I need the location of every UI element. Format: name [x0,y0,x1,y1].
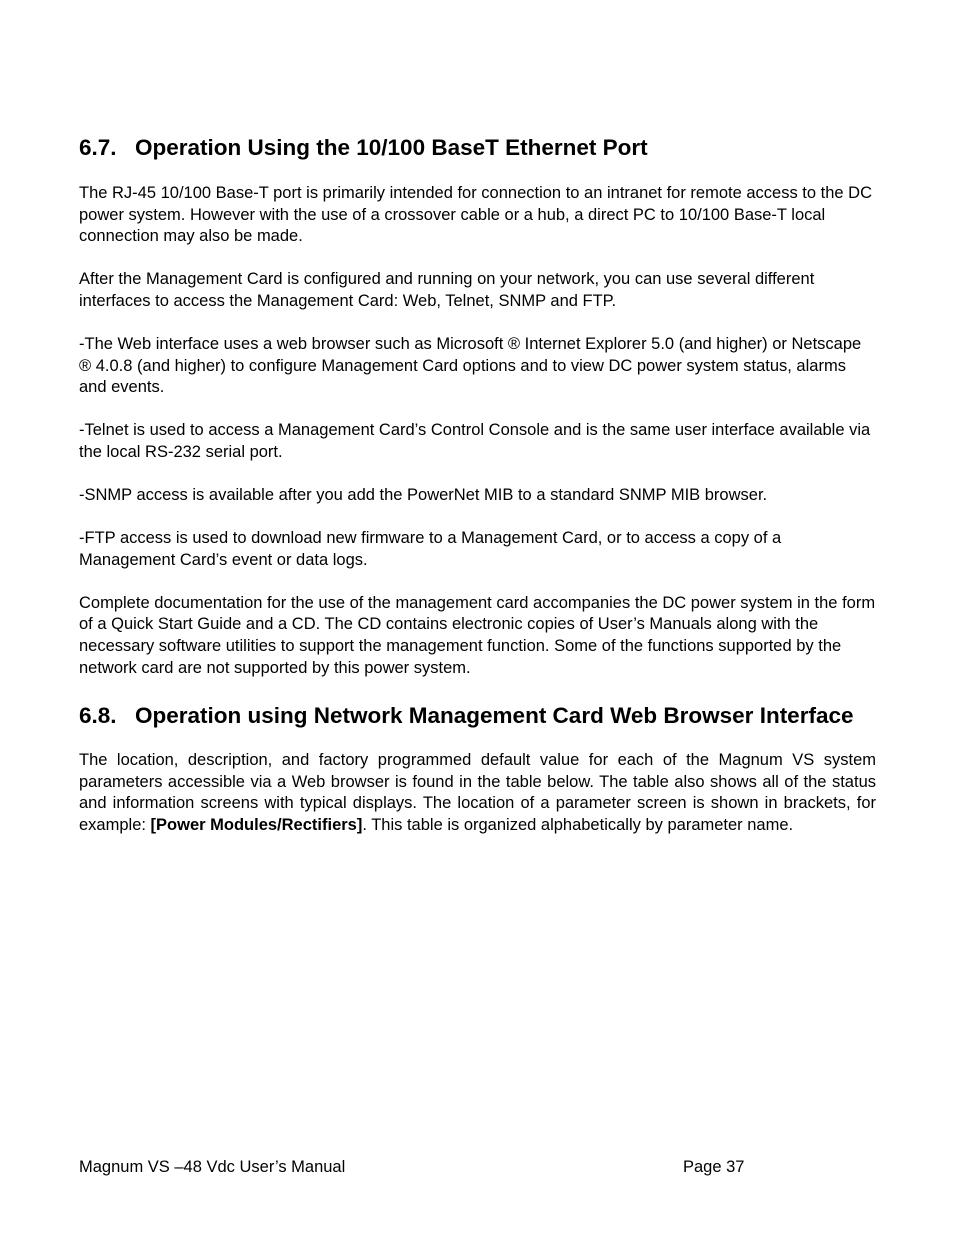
bracket-example: [Power Modules/Rectifiers] [150,815,363,834]
section-title: Operation Using the 10/100 BaseT Ethernet Port [135,135,648,160]
page-content [79,133,876,836]
paragraph-rj45: The RJ-45 10/100 Base-T port is primarily intended for connection to an intranet for remote access to the DC power system. However with the use of a crossover cable or a hub, a direct PC to 10/100 Base-T local connection may also be made. [79,184,873,246]
paragraph-text: . This table is organized alphabetically by parameter name. [362,815,794,834]
paragraph-snmp: -SNMP access is available after you add the PowerNet MIB to a standard SNMP MIB browser. [79,485,768,504]
section-heading-6-7 [79,133,876,162]
section-number: 6.8. [79,703,117,729]
section-number: 6.7. [79,135,117,160]
footer-manual-title: Magnum VS –48 Vdc User’s Manual [79,1158,346,1176]
paragraph-web-browser-table [79,750,876,836]
paragraph-web: -The Web interface uses a web browser such as Microsoft ® Internet Explorer 5.0 (and higher) or Netscape ® 4.0.8 (and higher) to configure Management Card options and to view DC power system status, alarms and events. [79,334,862,397]
paragraph-telnet: -Telnet is used to access a Management Card’s Control Console and is the same user interface available via the local RS-232 serial port. [79,421,871,461]
paragraph-text: The location, description, and factory programmed default value for each of the Magnum VS system parameters accessible via a Web browser is found in the table below. The table also shows all of the status and information screens with typical displays. The location of a parameter screen is shown in brackets, for example: [79,751,876,834]
footer-page-number: Page 37 [683,1158,745,1176]
paragraph-interfaces: After the Management Card is configured and running on your network, you can use several different interfaces to access the Management Card: Web, Telnet, SNMP and FTP. [79,270,815,310]
section-title: Operation using Network Management Card Web Browser Interface [135,703,854,729]
paragraph-documentation: Complete documentation for the use of the management card accompanies the DC power system in the form of a Quick Start Guide and a CD. The CD contains electronic copies of User’s Manuals along with the necessary software utilities to support the management function. Some of the functions supported by the network card are not supported by this power system. [79,593,876,677]
paragraph-ftp: -FTP access is used to download new firmware to a Management Card, or to access a copy of a Management Card’s event or data logs. [79,529,782,569]
section-heading-6-8 [79,701,876,730]
